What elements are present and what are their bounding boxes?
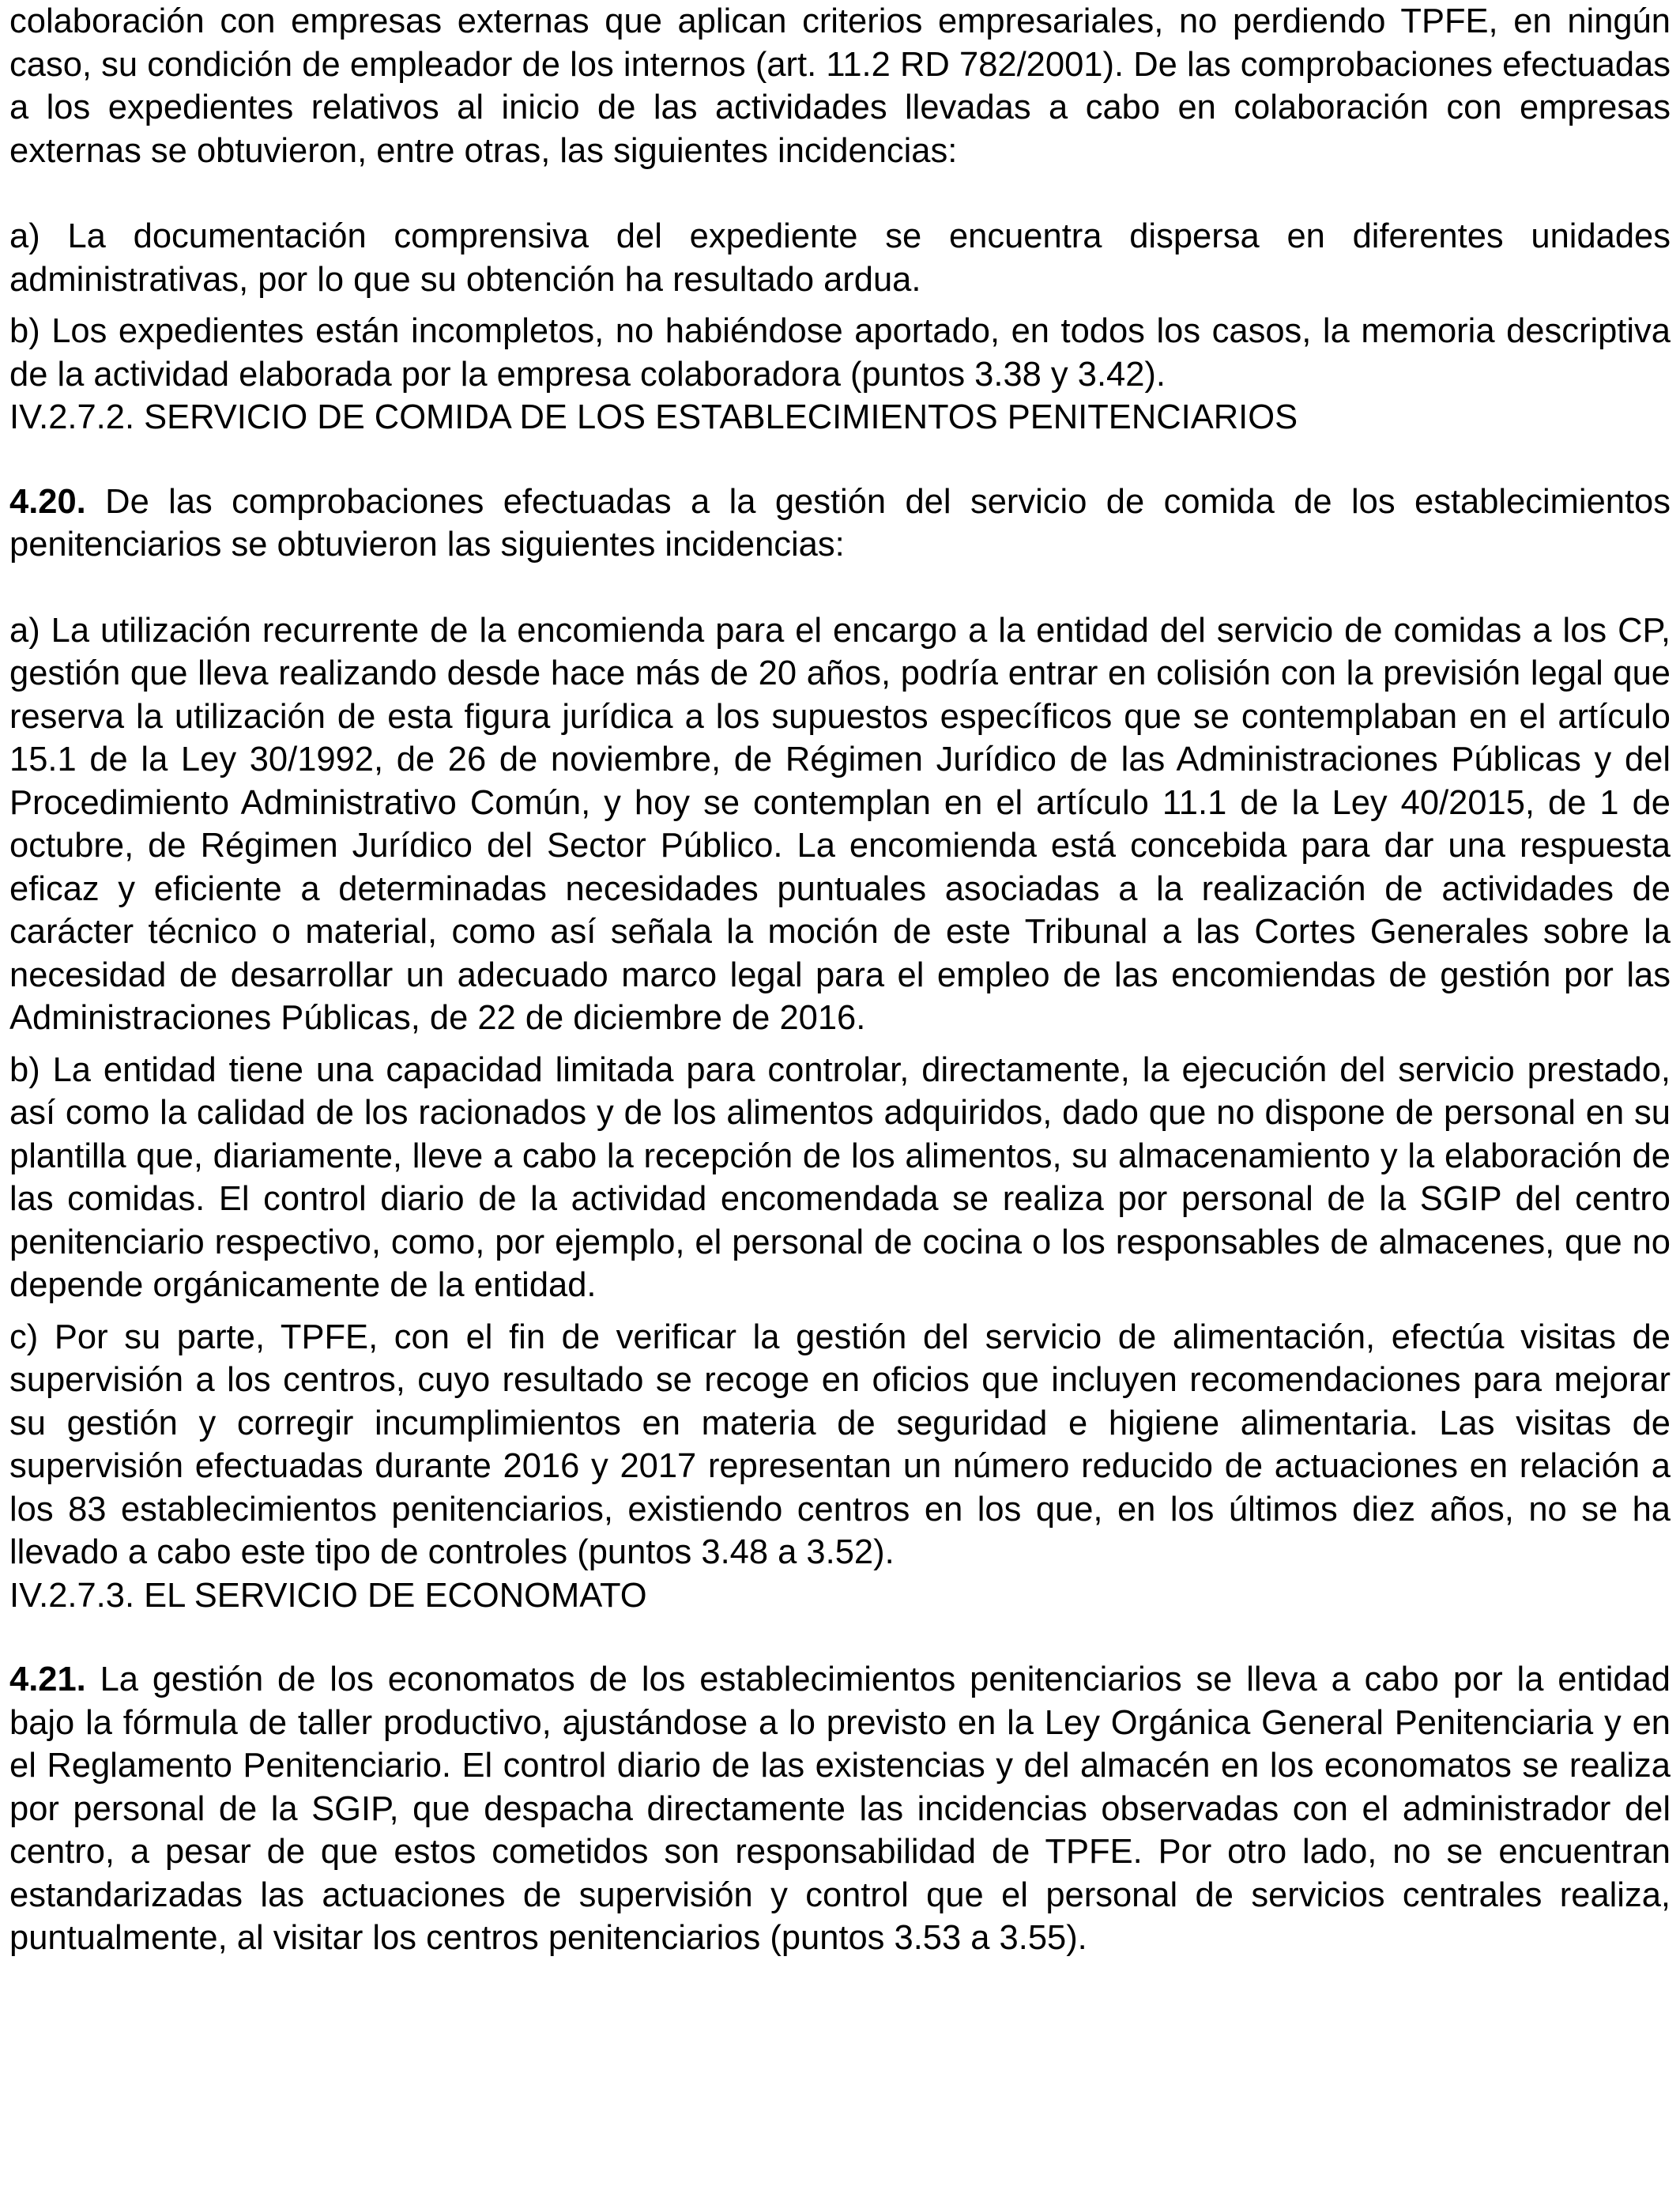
- comida-item-a: a) La utilización recurrente de la encomienda para el encargo a la entidad del servicio de comidas a los CP, gestión que lleva realizando desde hace más de 20 años, podría entrar en colisión con la previsión legal que reserva la utilización de esta figura jurídica a los supuestos específicos que se contemplaban en el artículo 15.1 de la Ley 30/1992, de 26 de noviembre, de Régimen Jurídico de las Administraciones Públicas y del Procedimiento Administrativo Común, y hoy se contemplan en el artículo 11.1 de la Ley 40/2015, de 1 de octubre, de Régimen Jurídico del Sector Público. La encomienda está concebida para dar una respuesta eficaz y eficiente a determinadas necesidades puntuales asociadas a la realización de actividades de carácter técnico o material, como así señala la moción de este Tribunal a las Cortes Generales sobre la necesidad de desarrollar un adecuado marco legal para el empleo de las encomiendas de gestión por las Administraciones Públicas, de 22 de diciembre de 2016.: [9, 611, 1671, 1037]
- paragraph-number: 4.21.: [9, 1661, 86, 1698]
- paragraph-4-21: [9, 1658, 1671, 1960]
- paragraph-4-20: [9, 481, 1671, 567]
- intro-item-a: a) La documentación comprensiva del expediente se encuentra dispersa en diferentes unidades administrativas, por lo que su obtención ha resultado ardua.: [9, 217, 1671, 299]
- comida-item-b: b) La entidad tiene una capacidad limitada para controlar, directamente, la ejecución del servicio prestado, así como la calidad de los racionados y de los alimentos adquiridos, dado que no dispone de personal en su plantilla que, diariamente, lleve a cabo la recepción de los alimentos, su almacenamiento y la elaboración de las comidas. El control diario de la actividad encomendada se realiza por personal de la SGIP del centro penitenciario respectivo, como, por ejemplo, el personal de cocina o los responsables de almacenes, que no depende orgánicamente de la entidad.: [9, 1050, 1671, 1304]
- paragraph-4-20-text: De las comprobaciones efectuadas a la gestión del servicio de comida de los establecimientos penitenciarios se obtuvieron las siguientes incidencias:: [9, 482, 1671, 564]
- paragraph-number: 4.20.: [9, 482, 86, 521]
- section-heading-comida: IV.2.7.2. SERVICIO DE COMIDA DE LOS ESTABLECIMIENTOS PENITENCIARIOS: [9, 398, 1298, 436]
- intro-paragraph: colaboración con empresas externas que aplican criterios empresariales, no perdiendo TPFE, en ningún caso, su condición de empleador de los internos (art. 11.2 RD 782/2001). De las comprobaciones efectuadas a los expedientes relativos al inicio de las actividades llevadas a cabo en colaboración con empresas externas se obtuvieron, entre otras, las siguientes incidencias:: [9, 2, 1671, 170]
- paragraph-4-21-text: La gestión de los economatos de los establecimientos penitenciarios se lleva a cabo por la entidad bajo la fórmula de taller productivo, ajustándose a lo previsto en la Ley Orgánica General Penitenciaria y en el Reglamento Penitenciario. El control diario de las existencias y del almacén en los economatos se realiza por personal de la SGIP, que despacha directamente las incidencias observadas con el administrador del centro, a pesar de que estos cometidos son responsabilidad de TPFE. Por otro lado, no se encuentran estandarizadas las actuaciones de supervisión y control que el personal de servicios centrales realiza, puntualmente, al visitar los centros penitenciarios (puntos 3.53 a 3.55).: [9, 1661, 1671, 1957]
- comida-item-c: c) Por su parte, TPFE, con el fin de verificar la gestión del servicio de alimentación, efectúa visitas de supervisión a los centros, cuyo resultado se recoge en oficios que incluyen recomendaciones para mejorar su gestión y corregir incumplimientos en materia de seguridad e higiene alimentaria. Las visitas de supervisión efectuadas durante 2016 y 2017 representan un número reducido de actuaciones en relación a los 83 establecimientos penitenciarios, existiendo centros en los que, en los últimos diez años, no se ha llevado a cabo este tipo de controles (puntos 3.48 a 3.52).: [9, 1318, 1671, 1571]
- document-page: [9, 0, 1671, 1960]
- intro-item-b: b) Los expedientes están incompletos, no habiéndose aportado, en todos los casos, la memoria descriptiva de la actividad elaborada por la empresa colaboradora (puntos 3.38 y 3.42).: [9, 312, 1671, 394]
- section-heading-economato: IV.2.7.3. EL SERVICIO DE ECONOMATO: [9, 1576, 647, 1615]
